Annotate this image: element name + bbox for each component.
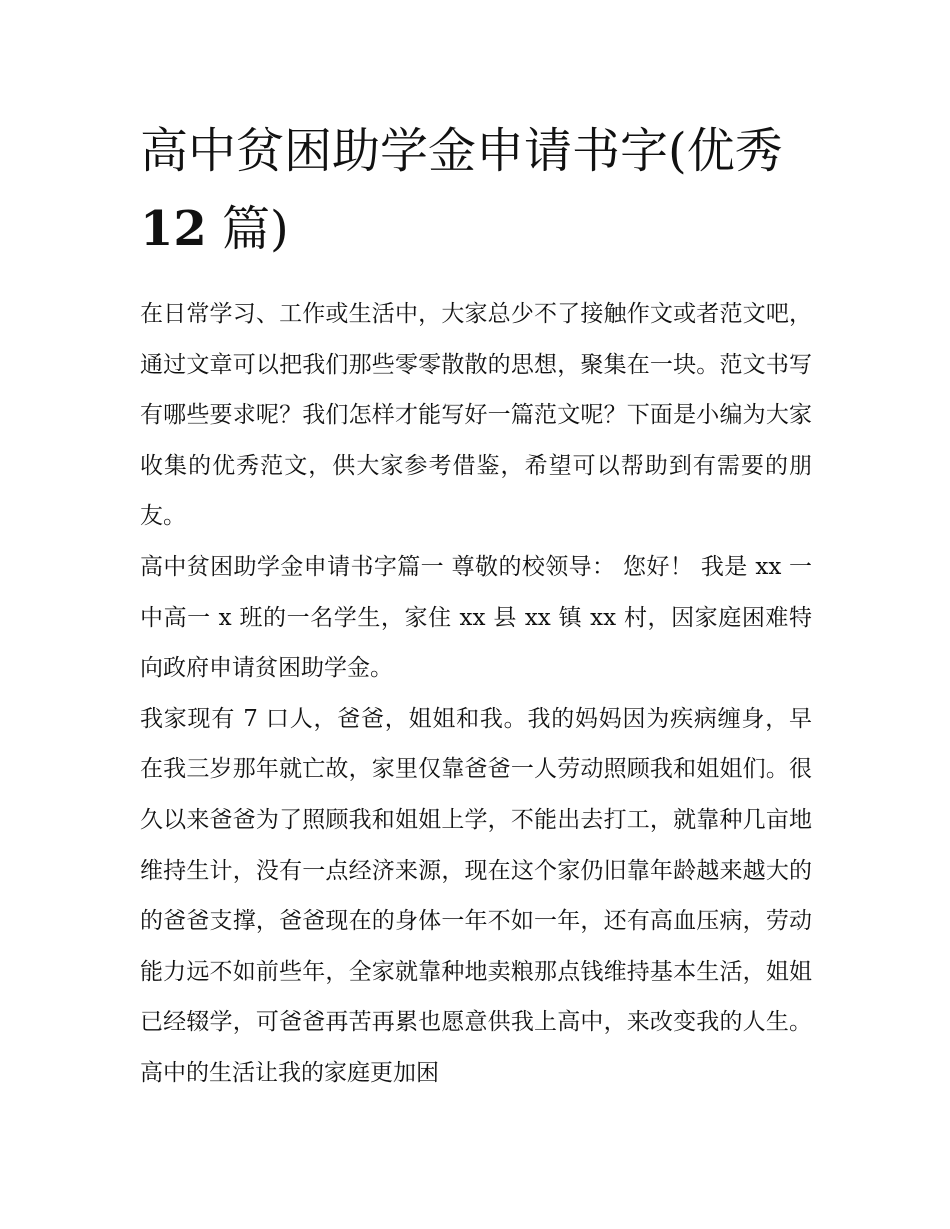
paragraph-intro: 在日常学习、工作或生活中，大家总少不了接触作文或者范文吧，通过文章可以把我们那些零零散散的思想，聚集在一块。范文书写有哪些要求呢？我们怎样才能写好一篇范文呢？下面是小编为大家收集的优秀范文，供大家参考借鉴，希望可以帮助到有需要的朋友。 <box>140 301 812 530</box>
title-number: 12 <box>140 201 207 257</box>
title-text: 高中贫困助学金申请书字(优秀 <box>140 123 783 179</box>
paragraph-family: 我家现有 7 口人，爸爸，姐姐和我。我的妈妈因为疾病缠身，早在我三岁那年就亡故，家里仅靠爸爸一人劳动照顾我和姐姐们。很久以来爸爸为了照顾我和姐姐上学，不能出去打工，就靠种几亩地维持生计，没有一点经济来源，现在这个家仍旧靠年龄越来越大的的爸爸支撑，爸爸现在的身体一年不如一年，还有高血压病，劳动能力远不如前些年，全家就靠种地卖粮那点钱维持基本生活，姐姐已经辍学，可爸爸再苦再累也愿意供我上高中，来改变我的人生。高中的生活让我的家庭更加困 <box>140 705 812 1086</box>
paragraph-greeting: 高中贫困助学金申请书字篇一 尊敬的校领导： 您好！ 我是 xx 一中高一 x 班的一名学生，家住 xx 县 xx 镇 xx 村，因家庭困难特向政府申请贫困助学金。 <box>140 553 812 682</box>
title-suffix: 篇) <box>206 201 289 257</box>
document-content <box>140 112 812 1099</box>
document-title <box>140 112 812 268</box>
